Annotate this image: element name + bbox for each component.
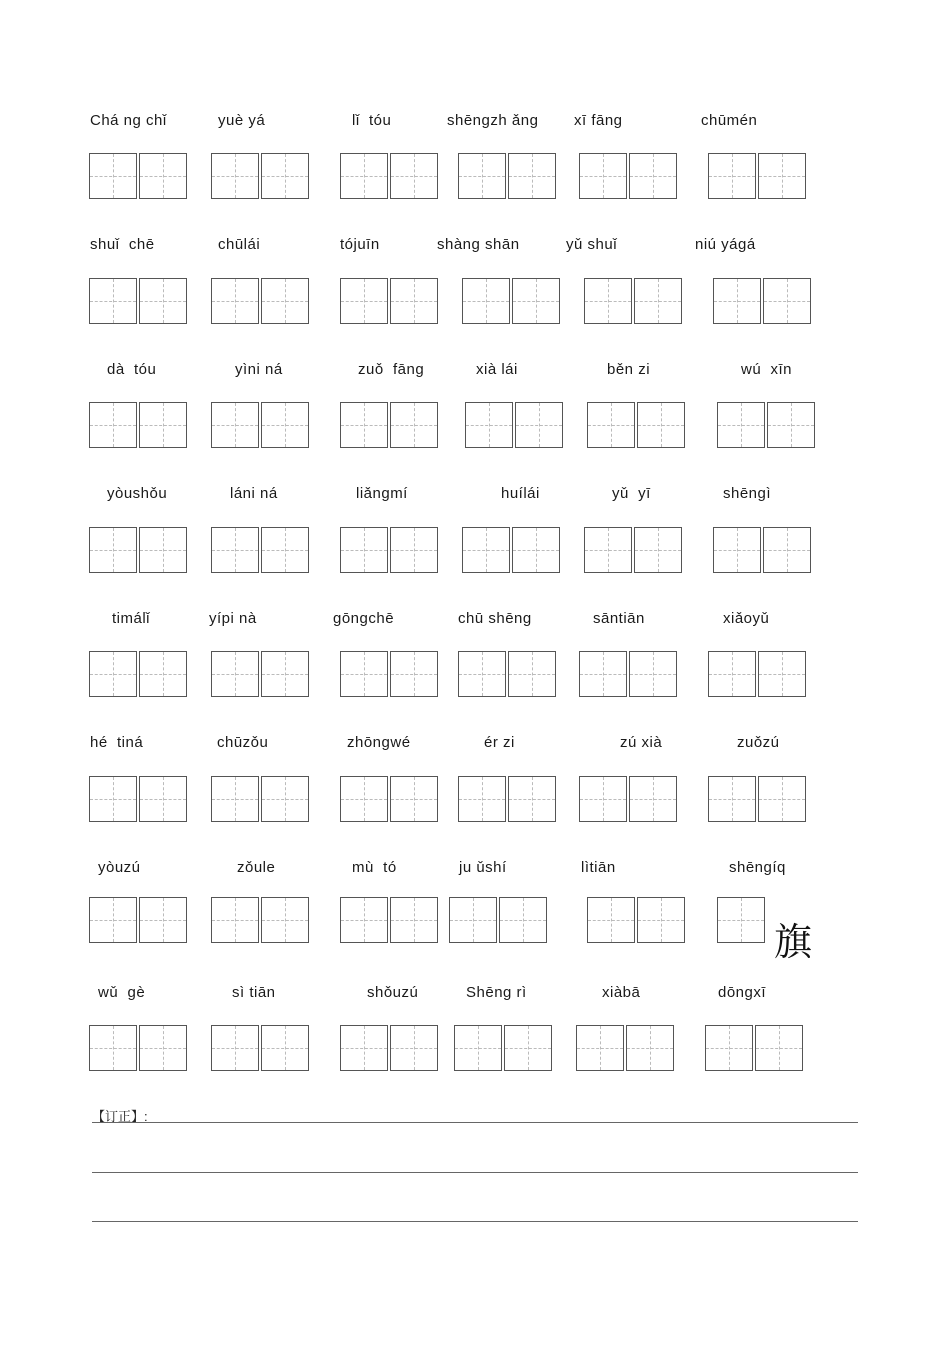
writing-box[interactable]: [637, 897, 685, 943]
pinyin-label: gōngchē: [333, 610, 395, 627]
writing-box[interactable]: [390, 153, 438, 199]
pinyin-label: ér zi: [484, 734, 515, 751]
correction-line: [92, 1221, 858, 1222]
writing-box[interactable]: [634, 278, 682, 324]
writing-box[interactable]: [261, 402, 309, 448]
writing-box[interactable]: [390, 651, 438, 697]
pinyin-label: mù tó: [352, 859, 397, 876]
writing-box[interactable]: [637, 402, 685, 448]
writing-box[interactable]: [584, 278, 632, 324]
writing-box[interactable]: [512, 527, 560, 573]
writing-box[interactable]: [508, 776, 556, 822]
writing-box[interactable]: [708, 153, 756, 199]
correction-label: 【订正】:: [92, 1109, 148, 1124]
writing-box[interactable]: [89, 651, 137, 697]
writing-box[interactable]: [587, 897, 635, 943]
writing-box[interactable]: [261, 1025, 309, 1071]
writing-box[interactable]: [390, 776, 438, 822]
writing-box[interactable]: [708, 776, 756, 822]
pinyin-label: Chá ng chǐ: [90, 112, 167, 129]
pinyin-label: zuǒ fāng: [358, 361, 425, 378]
writing-box[interactable]: [211, 897, 259, 943]
writing-box[interactable]: [340, 651, 388, 697]
writing-box[interactable]: [717, 402, 765, 448]
pinyin-label: yípi nà: [209, 610, 257, 627]
pinyin-label: dà tóu: [107, 361, 157, 378]
writing-box[interactable]: [340, 776, 388, 822]
writing-box[interactable]: [758, 651, 806, 697]
writing-box[interactable]: [449, 897, 497, 943]
pinyin-label: huílái: [501, 485, 540, 502]
writing-box[interactable]: [139, 278, 187, 324]
writing-box[interactable]: [390, 402, 438, 448]
writing-box[interactable]: [139, 1025, 187, 1071]
pinyin-label: shǒuzú: [367, 984, 419, 1001]
writing-box[interactable]: [390, 527, 438, 573]
writing-box[interactable]: [261, 776, 309, 822]
pinyin-label: yòushǒu: [107, 485, 168, 502]
pinyin-label: zǒule: [237, 859, 276, 876]
writing-box[interactable]: [340, 278, 388, 324]
pinyin-label: lìtiān: [581, 859, 616, 876]
writing-box[interactable]: [462, 278, 510, 324]
writing-box[interactable]: [89, 776, 137, 822]
pinyin-label: xiǎoyǔ: [723, 610, 770, 627]
writing-box[interactable]: [261, 278, 309, 324]
writing-box[interactable]: [755, 1025, 803, 1071]
pinyin-label: yǔ shuǐ: [566, 236, 618, 253]
writing-box[interactable]: [211, 153, 259, 199]
pinyin-label: niú yágá: [695, 236, 756, 253]
pinyin-label: chū shēng: [458, 610, 532, 627]
pinyin-label: xī fāng: [574, 112, 623, 129]
writing-box[interactable]: [89, 402, 137, 448]
writing-box[interactable]: [211, 651, 259, 697]
writing-box[interactable]: [139, 897, 187, 943]
writing-box[interactable]: [211, 1025, 259, 1071]
writing-box[interactable]: [767, 402, 815, 448]
writing-box[interactable]: [211, 278, 259, 324]
writing-box[interactable]: [390, 897, 438, 943]
pinyin-label: sāntiān: [593, 610, 645, 627]
writing-box[interactable]: [139, 651, 187, 697]
pinyin-label: ju ǔshí: [459, 859, 507, 876]
writing-box[interactable]: [629, 776, 677, 822]
writing-box[interactable]: [763, 278, 811, 324]
writing-box[interactable]: [261, 651, 309, 697]
writing-box[interactable]: [758, 776, 806, 822]
writing-box[interactable]: [261, 527, 309, 573]
writing-box[interactable]: [340, 527, 388, 573]
writing-box[interactable]: [508, 651, 556, 697]
writing-box[interactable]: [340, 153, 388, 199]
pinyin-label: tójuīn: [340, 236, 380, 253]
writing-box[interactable]: [340, 402, 388, 448]
writing-box[interactable]: [705, 1025, 753, 1071]
pinyin-label: dōngxī: [718, 984, 767, 1001]
pinyin-label: zuǒzú: [737, 734, 780, 751]
writing-box[interactable]: [458, 651, 506, 697]
writing-box[interactable]: [629, 153, 677, 199]
pinyin-label: yìni ná: [235, 361, 283, 378]
writing-box[interactable]: [211, 527, 259, 573]
writing-box[interactable]: [626, 1025, 674, 1071]
writing-box[interactable]: [89, 897, 137, 943]
writing-box[interactable]: [390, 278, 438, 324]
writing-box[interactable]: [587, 402, 635, 448]
writing-box[interactable]: [708, 651, 756, 697]
pinyin-label: Shēng rì: [466, 984, 527, 1001]
writing-box[interactable]: [139, 402, 187, 448]
writing-box[interactable]: [458, 153, 506, 199]
given-character: 旗: [774, 920, 813, 964]
writing-box[interactable]: [211, 402, 259, 448]
writing-box[interactable]: [340, 897, 388, 943]
writing-box[interactable]: [458, 776, 506, 822]
pinyin-label: lǐ tóu: [352, 112, 392, 129]
pinyin-label: shēngzh ǎng: [447, 112, 539, 129]
writing-box[interactable]: [89, 527, 137, 573]
writing-box[interactable]: [504, 1025, 552, 1071]
writing-box[interactable]: [340, 1025, 388, 1071]
pinyin-label: shuǐ chē: [90, 236, 155, 253]
writing-box[interactable]: [462, 527, 510, 573]
writing-box[interactable]: [261, 897, 309, 943]
pinyin-label: wǔ gè: [98, 984, 146, 1001]
writing-box[interactable]: [579, 153, 627, 199]
writing-box[interactable]: [139, 527, 187, 573]
writing-box[interactable]: [465, 402, 513, 448]
writing-box[interactable]: [629, 651, 677, 697]
pinyin-label: wú xīn: [741, 361, 793, 378]
writing-box[interactable]: [499, 897, 547, 943]
writing-box[interactable]: [584, 527, 632, 573]
pinyin-label: liǎngmí: [356, 485, 408, 502]
pinyin-label: yuè yá: [218, 112, 266, 129]
pinyin-label: xià lái: [476, 361, 518, 378]
writing-box[interactable]: [713, 278, 761, 324]
writing-box[interactable]: [576, 1025, 624, 1071]
pinyin-label: shàng shān: [437, 236, 520, 253]
pinyin-label: láni ná: [230, 485, 278, 502]
pinyin-label: běn zi: [607, 361, 651, 378]
pinyin-label: yǔ yī: [612, 485, 651, 502]
writing-box[interactable]: [89, 278, 137, 324]
writing-box[interactable]: [763, 527, 811, 573]
writing-box[interactable]: [758, 153, 806, 199]
pinyin-label: zú xià: [620, 734, 663, 751]
writing-box[interactable]: [89, 153, 137, 199]
writing-box[interactable]: [713, 527, 761, 573]
writing-box[interactable]: [211, 776, 259, 822]
writing-box[interactable]: [579, 776, 627, 822]
pinyin-label: xiàbā: [602, 984, 641, 1001]
writing-box[interactable]: [139, 153, 187, 199]
pinyin-label: shēngì: [723, 485, 772, 502]
pinyin-label: hé tiná: [90, 734, 144, 751]
pinyin-label: shēngíq: [729, 859, 786, 876]
writing-box[interactable]: [512, 278, 560, 324]
writing-box[interactable]: [579, 651, 627, 697]
writing-box[interactable]: [454, 1025, 502, 1071]
writing-box[interactable]: [515, 402, 563, 448]
writing-box[interactable]: [717, 897, 765, 943]
writing-box[interactable]: [390, 1025, 438, 1071]
writing-box[interactable]: [634, 527, 682, 573]
correction-line: [92, 1172, 858, 1173]
writing-box[interactable]: [139, 776, 187, 822]
pinyin-label: sì tiān: [232, 984, 276, 1001]
pinyin-label: yòuzú: [98, 859, 141, 876]
pinyin-label: chūlái: [218, 236, 261, 253]
pinyin-label: chūmén: [701, 112, 758, 129]
correction-line: [92, 1122, 858, 1123]
writing-box[interactable]: [261, 153, 309, 199]
writing-box[interactable]: [89, 1025, 137, 1071]
writing-box[interactable]: [508, 153, 556, 199]
pinyin-label: zhōngwé: [347, 734, 411, 751]
pinyin-label: chūzǒu: [217, 734, 269, 751]
pinyin-label: timálǐ: [112, 610, 151, 627]
